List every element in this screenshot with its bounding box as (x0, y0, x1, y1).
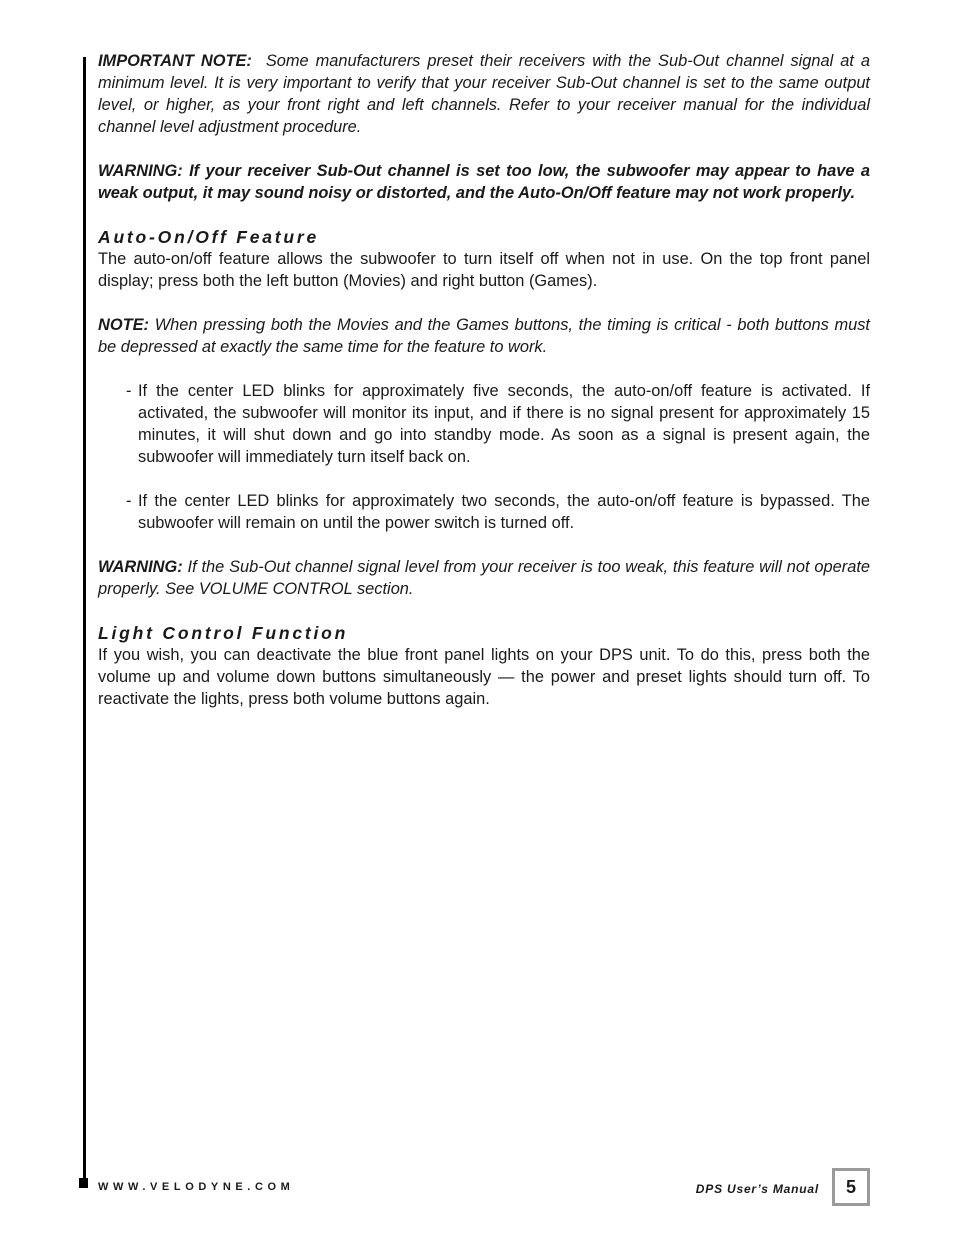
list-dash: - (126, 492, 132, 510)
list-item-text: If the center LED blinks for approximately two seconds, the auto-on/off feature is bypassed. The subwoofer will remain on until the power switch is turned off. (138, 492, 870, 532)
important-note-label: IMPORTANT NOTE: (98, 52, 252, 70)
note-label: NOTE: (98, 316, 149, 334)
footer-website-url: WWW.VELODYNE.COM (98, 1181, 295, 1193)
auto-on-off-heading: Auto-On/Off Feature (98, 227, 320, 247)
warning-label: WARNING: (98, 558, 183, 576)
page-number: 5 (845, 1176, 856, 1197)
auto-on-off-warning (98, 556, 870, 600)
list-item (98, 490, 870, 534)
warning-paragraph: WARNING: If your receiver Sub-Out channel is set too low, the subwoofer may appear to have a weak output, it may sound noisy or distorted, and the Auto-On/Off feature may not work properly. (98, 162, 870, 202)
footer-manual-title: DPS User’s Manual (695, 1182, 819, 1196)
auto-on-off-intro: The auto-on/off feature allows the subwoofer to turn itself off when not in use. On the top front panel display; press both the left button (Movies) and right button (Games). (98, 250, 870, 290)
important-note-text: Some manufacturers preset their receivers with the Sub-Out channel signal at a minimum level. It is very important to verify that your receiver Sub-Out channel is set to the same output level, or higher, as your front right and left channels. Refer to your receiver manual for the individual channel level adjustment procedure. (98, 52, 871, 136)
list-item (98, 380, 870, 468)
note-text: When pressing both the Movies and the Games buttons, the timing is critical - both buttons must be depressed at exactly the same time for the feature to work. (98, 316, 870, 356)
page-number-box (832, 1168, 870, 1206)
left-margin-rule (83, 57, 86, 1180)
light-control-text: If you wish, you can deactivate the blue front panel lights on your DPS unit. To do this, press both the volume up and volume down buttons simultaneously — the power and preset lights should turn off. To reactivate the lights, press both volume buttons again. (98, 646, 870, 708)
important-note-paragraph (98, 50, 870, 138)
auto-on-off-note (98, 314, 870, 358)
list-item-text: If the center LED blinks for approximately five seconds, the auto-on/off feature is activated. If activated, the subwoofer will monitor its input, and if there is no signal present for approximately 15 minutes, it will shut down and go into standby mode. As soon as a signal is present again, the subwoofer will immediately turn itself back on. (138, 382, 870, 466)
warning-text: If the Sub-Out channel signal level from your receiver is too weak, this feature will not operate properly. See VOLUME CONTROL section. (98, 558, 870, 598)
page-content (98, 50, 870, 710)
margin-rule-end-marker (79, 1178, 88, 1188)
list-dash: - (126, 382, 132, 400)
light-control-heading: Light Control Function (98, 623, 349, 643)
